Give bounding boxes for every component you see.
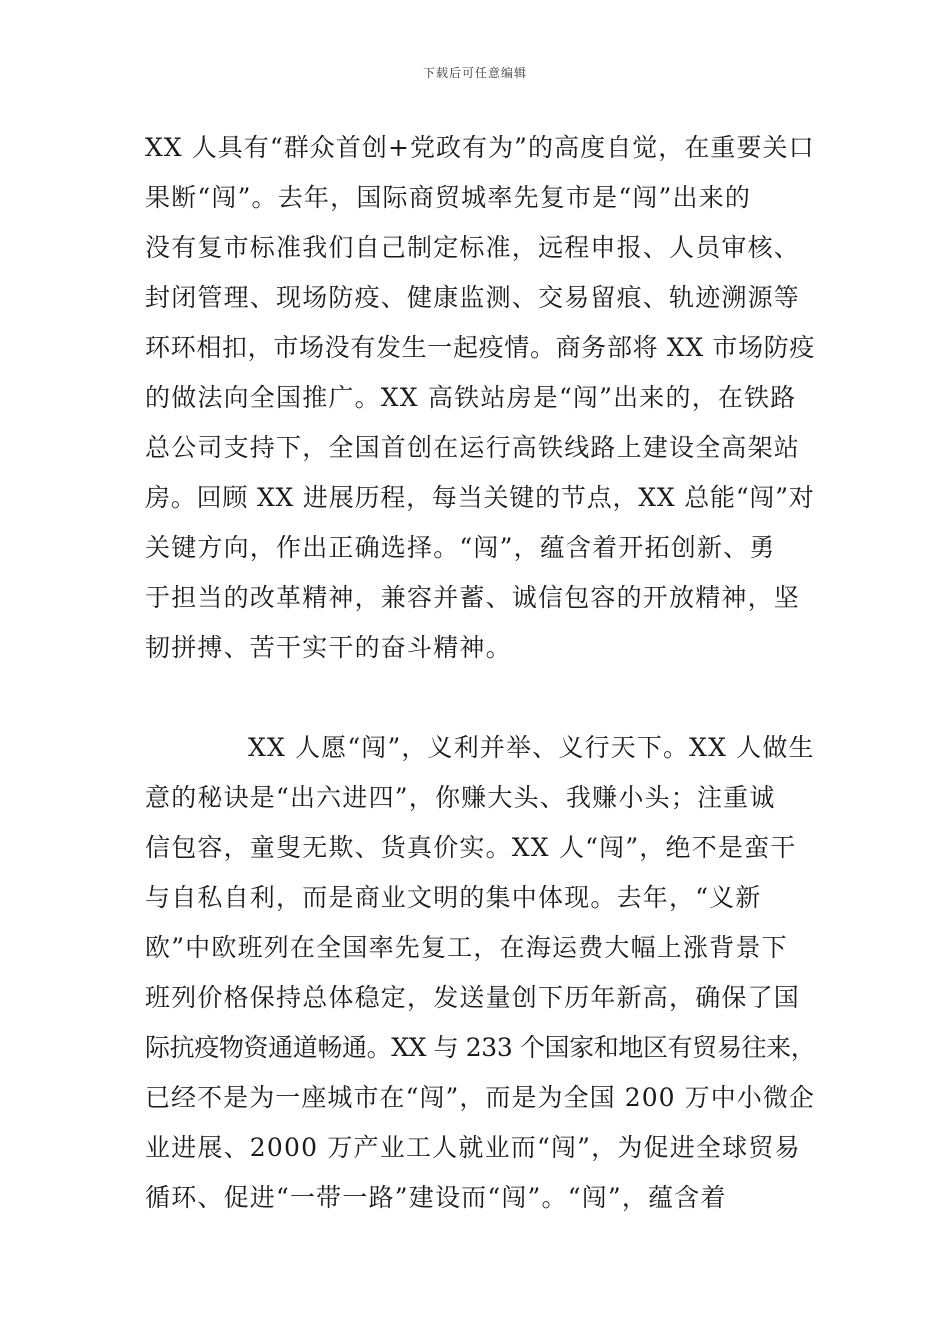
paragraph-line: 没有复市标准我们自己制定标准，远程申报、人员审核、	[145, 233, 801, 262]
paragraph-line: 循环、促进“一带一路”建设而“闯”。“闯”，蕴含着	[145, 1183, 727, 1212]
page-header: 下载后可任意编辑	[422, 66, 527, 80]
paragraph-line: 关键方向，作出正确选择。“闯”，蕴含着开拓创新、勇	[145, 533, 776, 562]
paragraph-line: 果断“闯”。去年，国际商贸城率先复市是“闯”出来的	[145, 183, 752, 212]
paragraph-line: 的做法向全国推广。XX 高铁站房是“闯”出来的，在铁路	[145, 383, 797, 412]
paragraph-line: 总公司支持下，全国首创在运行高铁线路上建设全高架站	[145, 433, 801, 462]
paragraph-line: 环环相扣，市场没有发生一起疫情。商务部将 XX 市场防疫	[145, 333, 816, 362]
paragraph-line: 封闭管理、现场防疫、健康监测、交易留痕、轨迹溯源等	[145, 283, 801, 312]
paragraph-line: 业进展、2000 万产业工人就业而“闯”，为促进全球贸易	[145, 1133, 801, 1162]
paragraph-line: 际抗疫物资通道畅通。XX 与 233 个国家和地区有贸易往来，	[145, 1033, 816, 1062]
paragraph-line: 信包容，童叟无欺、货真价实。XX 人“闯”，绝不是蛮干	[145, 833, 797, 862]
paragraph-line: 韧拼搏、苦干实干的奋斗精神。	[145, 633, 512, 662]
paragraph-line: XX 人愿“闯”，义利并举、义行天下。XX 人做生	[248, 733, 815, 762]
paragraph-line: 房。回顾 XX 进展历程，每当关键的节点，XX 总能“闯”对	[145, 483, 815, 512]
paragraph-line: 于担当的改革精神，兼容并蓄、诚信包容的开放精神，坚	[145, 583, 801, 612]
paragraph-line: XX 人具有“群众首创+党政有为”的高度自觉，在重要关口	[145, 133, 815, 162]
paragraph-line: 欧”中欧班列在全国率先复工，在海运费大幅上涨背景下	[145, 933, 788, 962]
paragraph-line: 意的秘诀是“出六进四”，你赚大头、我赚小头；注重诚	[145, 783, 776, 812]
paragraph-line: 与自私自利，而是商业文明的集中体现。去年，“义新	[145, 883, 762, 912]
paragraph-line: 已经不是为一座城市在“闯”，而是为全国 200 万中小微企	[145, 1083, 815, 1112]
paragraph-line: 班列价格保持总体稳定，发送量创下历年新高，确保了国	[145, 983, 801, 1012]
